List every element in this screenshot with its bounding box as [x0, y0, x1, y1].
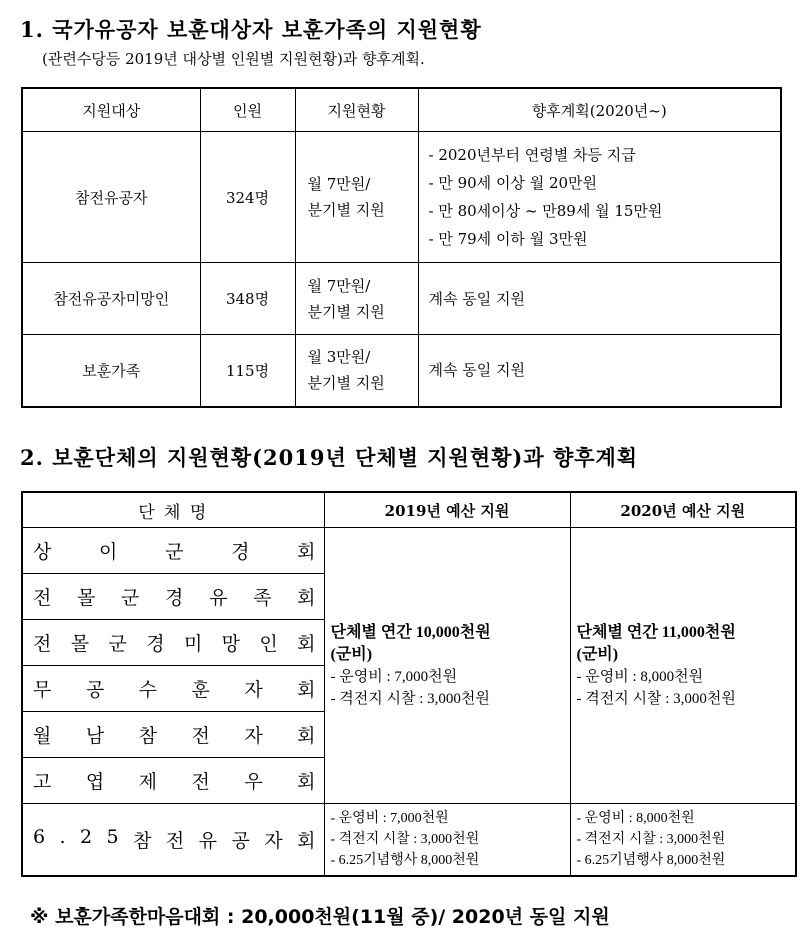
org-name-char: 훈 — [191, 679, 210, 701]
org-name-char: 6 — [33, 825, 46, 848]
status-cell: 월 3만원/ 분기별 지원 — [295, 335, 418, 407]
header-count: 인원 — [200, 88, 295, 132]
table-row — [22, 528, 796, 574]
header-status: 지원현황 — [295, 88, 418, 132]
org-name-char: 전 — [33, 587, 52, 609]
org-name-char: 군 — [165, 541, 184, 563]
org-name-char: 전 — [33, 633, 52, 655]
org-name-char: 유 — [209, 587, 228, 609]
org-name-char: 군 — [108, 633, 127, 655]
count-cell: 115명 — [200, 335, 295, 407]
org-name-char: 유 — [198, 829, 218, 852]
budget-2019-cell: - 운영비 : 7,000천원 - 격전지 시찰 : 3,000천원 - 6.25기념행사 8,000천원 — [324, 804, 570, 876]
org-name-char: 경 — [231, 541, 250, 563]
org-name-char: 군 — [121, 587, 140, 609]
org-name-char: 제 — [138, 771, 158, 793]
org-name-char: 회 — [297, 771, 316, 793]
header-2019: 2019년 예산 지원 — [324, 492, 570, 528]
status-cell: 월 7만원/ 분기별 지원 — [295, 263, 418, 335]
budget-2020-cell: 단체별 연간 11,000천원 (군비) - 운영비 : 8,000천원 - 격전지 시찰 : 3,000천원 — [570, 528, 796, 804]
org-name-char: 이 — [99, 541, 118, 563]
org-name-char: 5 — [106, 825, 119, 848]
count-cell: 348명 — [200, 263, 295, 335]
footer-note: ※ 보훈가족한마음대회 : 20,000천원(11월 중)/ 2020년 동일 지원 — [30, 906, 610, 928]
org-name-char: 미 — [183, 633, 203, 655]
plan-cell: 계속 동일 지원 — [418, 263, 781, 335]
org-name-char: 월 — [33, 725, 52, 747]
org-name-char: 참 — [133, 829, 152, 852]
org-name-char: 2 — [80, 825, 93, 848]
budget-2020-cell: - 운영비 : 8,000천원 - 격전지 시찰 : 3,000천원 - 6.25기념행사 8,000천원 — [570, 804, 796, 876]
status-cell: 월 7만원/ 분기별 지원 — [295, 132, 418, 263]
org-name-char: 우 — [244, 771, 263, 793]
org-name-char: 몰 — [77, 587, 96, 609]
org-name-cell — [22, 574, 324, 620]
table-row — [22, 804, 796, 876]
org-name-char: 족 — [253, 587, 272, 609]
org-name-char: 몰 — [70, 633, 90, 655]
plan-cell: 계속 동일 지원 — [418, 335, 781, 407]
org-name-char: 엽 — [85, 771, 105, 793]
section1-title: 1. 국가유공자 보훈대상자 보훈가족의 지원현황 — [20, 17, 482, 42]
header-org: 단 체 명 — [22, 492, 324, 528]
org-name-char: 수 — [138, 679, 158, 701]
org-name-char: 무 — [33, 679, 52, 701]
target-cell: 참전유공자미망인 — [22, 263, 200, 335]
org-name-char: 자 — [264, 829, 283, 852]
org-name-char: 회 — [297, 725, 316, 747]
org-name-char: 자 — [244, 725, 263, 747]
org-name-char: 인 — [259, 633, 278, 655]
budget-2019-cell: 단체별 연간 10,000천원 (군비) - 운영비 : 7,000천원 - 격전지 시찰 : 3,000천원 — [324, 528, 570, 804]
org-name-cell — [22, 804, 324, 876]
table-row — [22, 335, 781, 407]
org-name-cell — [22, 712, 324, 758]
table-header-row — [22, 492, 796, 528]
org-name-char: 참 — [138, 725, 158, 747]
org-name-char: 회 — [297, 829, 316, 852]
org-name-cell — [22, 528, 324, 574]
org-name-char: 고 — [33, 771, 52, 793]
org-name-cell — [22, 758, 324, 804]
org-name-char: 회 — [297, 633, 316, 655]
header-2020: 2020년 예산 지원 — [570, 492, 796, 528]
target-cell: 보훈가족 — [22, 335, 200, 407]
org-name-char: 경 — [165, 587, 184, 609]
plan-cell: - 2020년부터 연령별 차등 지급 - 만 90세 이상 월 20만원 - 만 80세이상 ~ 만89세 월 15만원 - 만 79세 이하 월 3만원 — [418, 132, 781, 263]
org-name-char: 전 — [191, 725, 210, 747]
org-name-char: 전 — [191, 771, 210, 793]
table-row — [22, 263, 781, 335]
org-name-char: 자 — [244, 679, 263, 701]
org-name-char: 경 — [146, 633, 165, 655]
header-target: 지원대상 — [22, 88, 200, 132]
org-name-cell — [22, 666, 324, 712]
organization-support-table — [21, 491, 797, 877]
org-name-char: 상 — [33, 541, 52, 563]
org-name-char: 남 — [85, 725, 105, 747]
org-name-char: 망 — [221, 633, 241, 655]
header-plan: 향후계획(2020년~) — [418, 88, 781, 132]
section1-subtitle: (관련수당등 2019년 대상별 인원별 지원현황)과 향후계획. — [42, 50, 425, 68]
org-name-char: 공 — [231, 829, 250, 852]
org-name-char: 회 — [297, 679, 316, 701]
count-cell: 324명 — [200, 132, 295, 263]
section2-title: 2. 보훈단체의 지원현황(2019년 단체별 지원현황)과 향후계획 — [20, 445, 639, 470]
org-name-char: 공 — [85, 679, 105, 701]
target-cell: 참전유공자 — [22, 132, 200, 263]
org-name-char: 회 — [297, 541, 316, 563]
org-name-cell — [22, 620, 324, 666]
org-name-char: 전 — [165, 829, 185, 852]
org-name-char: 회 — [297, 587, 316, 609]
table-header-row — [22, 88, 781, 132]
org-name-char: . — [59, 825, 66, 848]
table-row — [22, 132, 781, 263]
support-status-table — [21, 87, 782, 408]
